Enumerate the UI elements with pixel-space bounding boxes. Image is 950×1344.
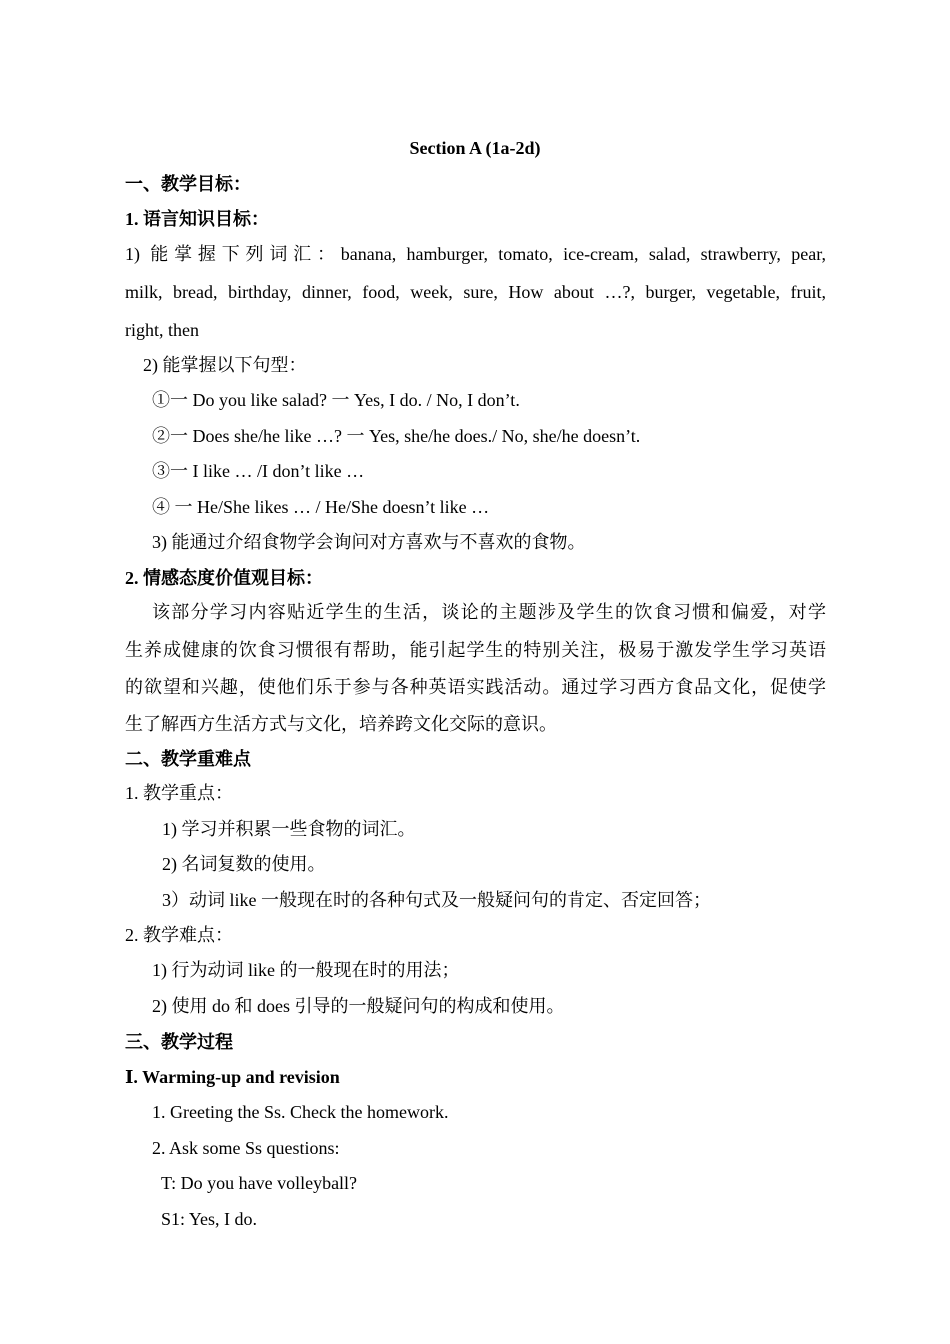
key-point-1: 1) 学习并积累一些食物的词汇。 (162, 819, 416, 839)
key-point-3: 3）动词 like 一般现在时的各种句式及一般疑问句的肯定、否定回答； (162, 890, 711, 910)
vocab-line-2: milk, bread, birthday, dinner, food, week, sure, How about …?, burger, vegetable, fruit, (125, 282, 826, 302)
subheading-attitude-goals: 2. 情感态度价值观目标： (125, 568, 323, 588)
pattern-4: ④ 一 He/She likes … / He/She doesn’t like … (152, 497, 490, 517)
subheading-language-goals: 1. 语言知识目标： (125, 209, 269, 229)
attitude-paragraph-line-1: 该部分学习内容贴近学生的生活，谈论的主题涉及学生的饮食习惯和偏爱，对学 (152, 602, 826, 622)
pattern-2: ②一 Does she/he like …? 一 Yes, she/he does./ No, she/he doesn’t. (152, 426, 641, 446)
key-point-2: 2) 名词复数的使用。 (162, 854, 326, 874)
attitude-paragraph-line-2: 生养成健康的饮食习惯很有帮助，能引起学生的特别关注，极易于激发学生学习英语 (125, 640, 826, 660)
difficult-point-2: 2) 使用 do 和 does 引导的一般疑问句的构成和使用。 (152, 996, 565, 1016)
attitude-paragraph-line-3: 的欲望和兴趣，使他们乐于参与各种英语实践活动。通过学习西方食品文化，促使学 (125, 677, 826, 697)
heading-teaching-goals: 一、教学目标： (125, 174, 251, 194)
subheading-key-points: 1. 教学重点： (125, 783, 233, 803)
vocab-line-3: right, then (125, 320, 199, 340)
subheading-difficult-points: 2. 教学难点： (125, 925, 233, 945)
difficult-point-1: 1) 行为动词 like 的一般现在时的用法； (152, 960, 460, 980)
step-item-2: 2. Ask some Ss questions: (152, 1138, 340, 1158)
dialogue-student-line: S1: Yes, I do. (161, 1209, 258, 1229)
pattern-1: ①一 Do you like salad? 一 Yes, I do. / No, I don’t. (152, 390, 520, 410)
step-item-1: 1. Greeting the Ss. Check the homework. (152, 1102, 449, 1122)
heading-teaching-process: 三、教学过程 (125, 1032, 233, 1052)
attitude-paragraph-line-4: 生了解西方生活方式与文化，培养跨文化交际的意识。 (125, 714, 557, 734)
pattern-5: 3) 能通过介绍食物学会询问对方喜欢与不喜欢的食物。 (152, 532, 586, 552)
vocab-line-1: 1) 能掌握下列词汇：banana, hamburger, tomato, ice-cream, salad, strawberry, pear, (125, 244, 826, 264)
heading-key-points: 二、教学重难点 (125, 749, 251, 769)
pattern-heading: 2) 能掌握以下句型： (143, 355, 307, 375)
section-title: Section A (1a-2d) (409, 138, 541, 158)
pattern-3: ③一 I like … /I don’t like … (152, 461, 365, 481)
step-warming-up-heading: Ⅰ. Warming-up and revision (125, 1067, 340, 1087)
dialogue-teacher-line: T: Do you have volleyball? (161, 1173, 358, 1193)
